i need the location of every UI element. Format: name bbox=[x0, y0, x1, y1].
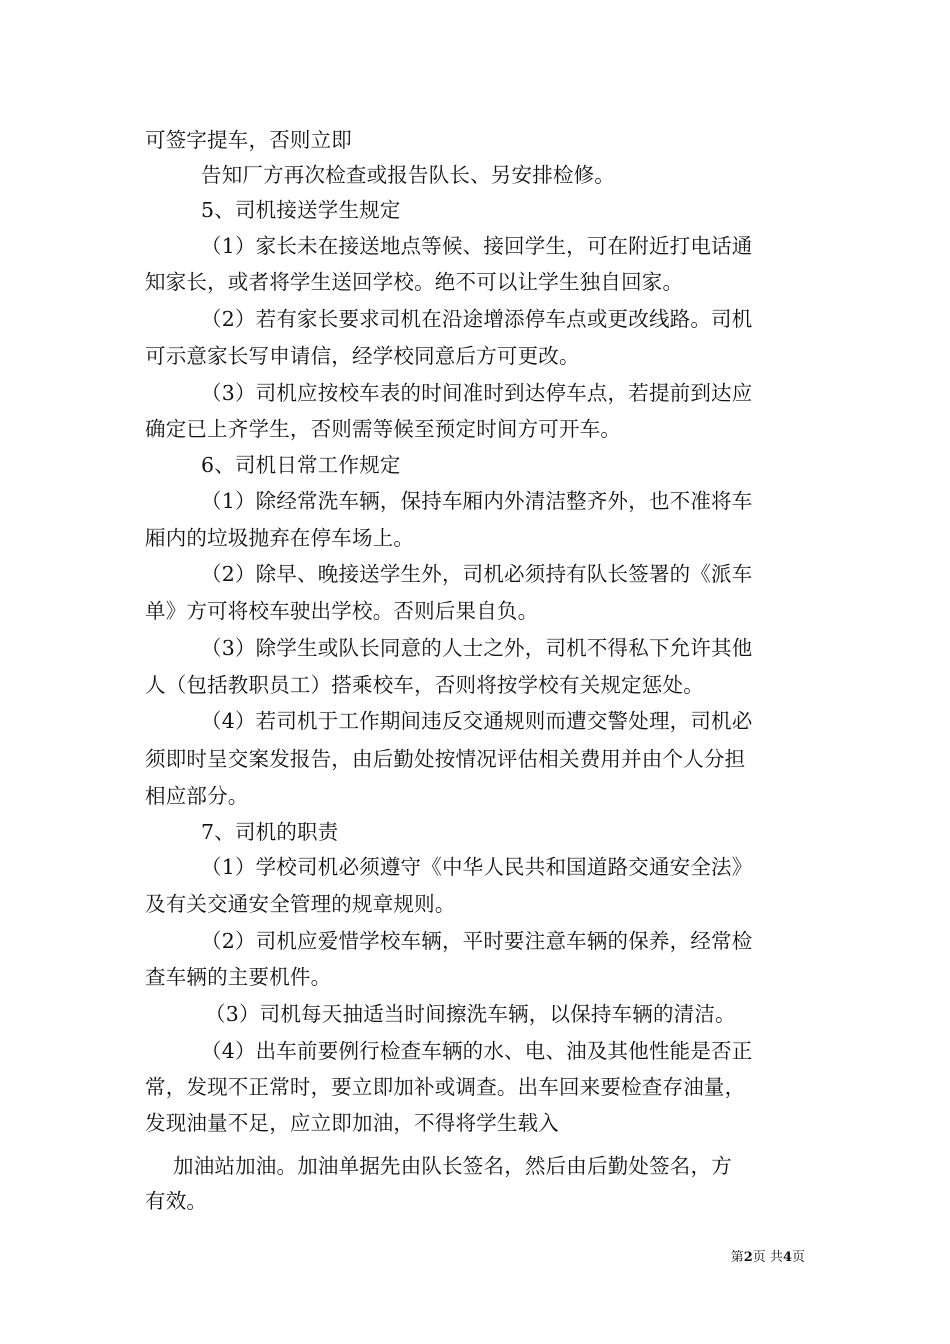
paragraph-line: 人（包括教职员工）搭乘校车，否则将按学校有关规定惩处。 bbox=[145, 673, 704, 697]
paragraph-line: （1）家长未在接送地点等候、接回学生，可在附近打电话通 bbox=[201, 234, 753, 258]
paragraph-line: 查车辆的主要机件。 bbox=[145, 965, 332, 989]
total-page-number: 4 bbox=[782, 1250, 792, 1265]
section-heading: 6、司机日常工作规定 bbox=[201, 453, 401, 477]
section-heading: 7、司机的职责 bbox=[201, 820, 339, 844]
paragraph-line: （2）若有家长要求司机在沿途增添停车点或更改线路。司机 bbox=[201, 307, 753, 331]
paragraph-line: 须即时呈交案发报告，由后勤处按情况评估相关费用并由个人分担 bbox=[145, 747, 746, 771]
paragraph-line: 加油站加油。加油单据先由队长签名，然后由后勤处签名，方 bbox=[173, 1154, 732, 1178]
paragraph-line: 及有关交通安全管理的规章规则。 bbox=[145, 892, 456, 916]
paragraph-line: 有效。 bbox=[145, 1189, 208, 1213]
paragraph-line: 可签字提车，否则立即 bbox=[145, 128, 352, 152]
footer-prefix: 第 bbox=[730, 1250, 744, 1265]
paragraph-line: 单》方可将校车驶出学校。否则后果自负。 bbox=[145, 599, 539, 623]
paragraph-line: （2）除早、晚接送学生外，司机必须持有队长签署的《派车 bbox=[201, 562, 753, 586]
paragraph-line: （3）司机应按校车表的时间准时到达停车点，若提前到达应 bbox=[201, 381, 753, 405]
current-page-number: 2 bbox=[743, 1250, 753, 1265]
footer-middle: 页 共 bbox=[752, 1250, 783, 1265]
page-number-footer bbox=[731, 1249, 805, 1267]
paragraph-line: （1）学校司机必须遵守《中华人民共和国道路交通安全法》 bbox=[201, 855, 753, 879]
paragraph-line: （3）除学生或队长同意的人士之外，司机不得私下允许其他 bbox=[201, 636, 753, 660]
section-heading: 5、司机接送学生规定 bbox=[201, 198, 401, 222]
footer-suffix: 页 bbox=[791, 1250, 805, 1265]
paragraph-line: 知家长，或者将学生送回学校。绝不可以让学生独自回家。 bbox=[145, 270, 684, 294]
paragraph-line: （1）除经常洗车辆，保持车厢内外清洁整齐外，也不准将车 bbox=[201, 489, 753, 513]
paragraph-line: 厢内的垃圾抛弃在停车场上。 bbox=[145, 526, 415, 550]
paragraph-line: 发现油量不足，应立即加油，不得将学生载入 bbox=[145, 1111, 559, 1135]
paragraph-line: （3）司机每天抽适当时间擦洗车辆，以保持车辆的清洁。 bbox=[205, 1002, 736, 1026]
paragraph-line: （2）司机应爱惜学校车辆，平时要注意车辆的保养，经常检 bbox=[201, 929, 753, 953]
paragraph-line: 相应部分。 bbox=[145, 784, 249, 808]
paragraph-line: （4）若司机于工作期间违反交通规则而遭交警处理，司机必 bbox=[201, 709, 753, 733]
paragraph-line: 可示意家长写申请信，经学校同意后方可更改。 bbox=[145, 344, 580, 368]
paragraph-line: （4）出车前要例行检查车辆的水、电、油及其他性能是否正 bbox=[201, 1039, 753, 1063]
paragraph-line: 常，发现不正常时，要立即加补或调查。出车回来要检查存油量， bbox=[145, 1075, 746, 1099]
paragraph-line: 告知厂方再次检查或报告队长、另安排检修。 bbox=[201, 163, 615, 187]
paragraph-line: 确定已上齐学生，否则需等候至预定时间方可开车。 bbox=[145, 417, 622, 441]
